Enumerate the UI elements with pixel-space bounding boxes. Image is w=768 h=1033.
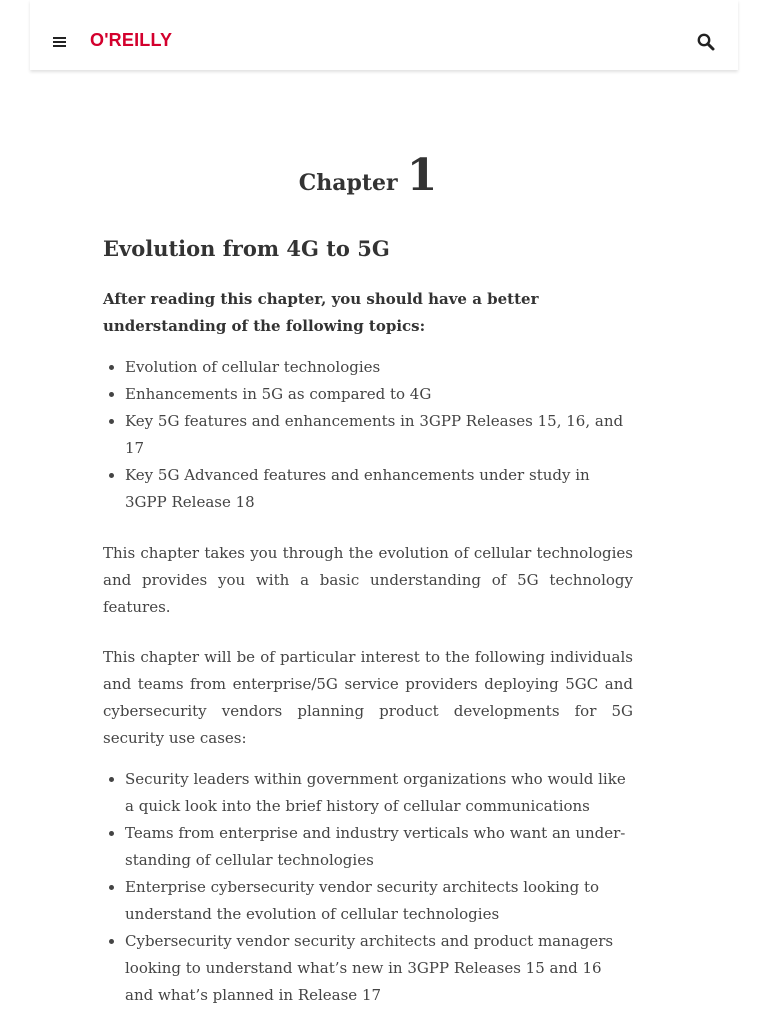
menu-line: [53, 37, 66, 39]
list-item: • Enhancements in 5G as compared to 4G: [125, 381, 633, 408]
top-navigation-bar: [30, 0, 738, 70]
hamburger-menu-icon[interactable]: [52, 33, 68, 49]
menu-line: [53, 41, 66, 43]
chapter-heading: [103, 150, 633, 210]
paragraph: This chapter takes you through the evolution of cellular technologies and provides you with a basic understanding of 5G technology features.: [103, 544, 633, 617]
list-item: • Teams from enterprise and industry verticals who want an understanding of cellular technologies: [125, 820, 633, 874]
chapter-content: [103, 150, 633, 1033]
chapter-label: Chapter: [298, 170, 398, 196]
chapter-number: 1: [406, 150, 438, 201]
oreilly-logo[interactable]: O'REILLY: [90, 30, 173, 50]
list-item: • Key 5G features and enhancements in 3GPP Releases 15, 16, and 17: [125, 408, 633, 462]
list-item: • Enterprise cybersecurity vendor security architects looking to understand the evolution of cellular technologies: [125, 874, 633, 928]
topics-list: [103, 354, 633, 516]
menu-line: [53, 45, 66, 47]
list-item: • Cybersecurity vendor security architects and product managers looking to understand what’s new in 3GPP Releases 15 and 16 and what’s planned in Release 17: [125, 928, 633, 1009]
audience-list: [103, 766, 633, 1009]
search-icon[interactable]: [696, 32, 716, 52]
list-item: • Evolution of cellular technologies: [125, 354, 633, 381]
chapter-intro-lead: After reading this chapter, you should have a better understanding of the following topics:: [103, 290, 539, 336]
paragraph: This chapter will be of particular interest to the following individuals and teams from enterprise/5G service providers deploying 5GC and cybersecurity vendors planning product developments for 5G security use cases:: [103, 648, 633, 748]
list-item: • Security leaders within government organizations who would like a quick look into the brief history of cellular communications: [125, 766, 633, 820]
chapter-title: Evolution from 4G to 5G: [103, 236, 390, 261]
list-item: • Key 5G Advanced features and enhancements under study in 3GPP Release 18: [125, 462, 633, 516]
